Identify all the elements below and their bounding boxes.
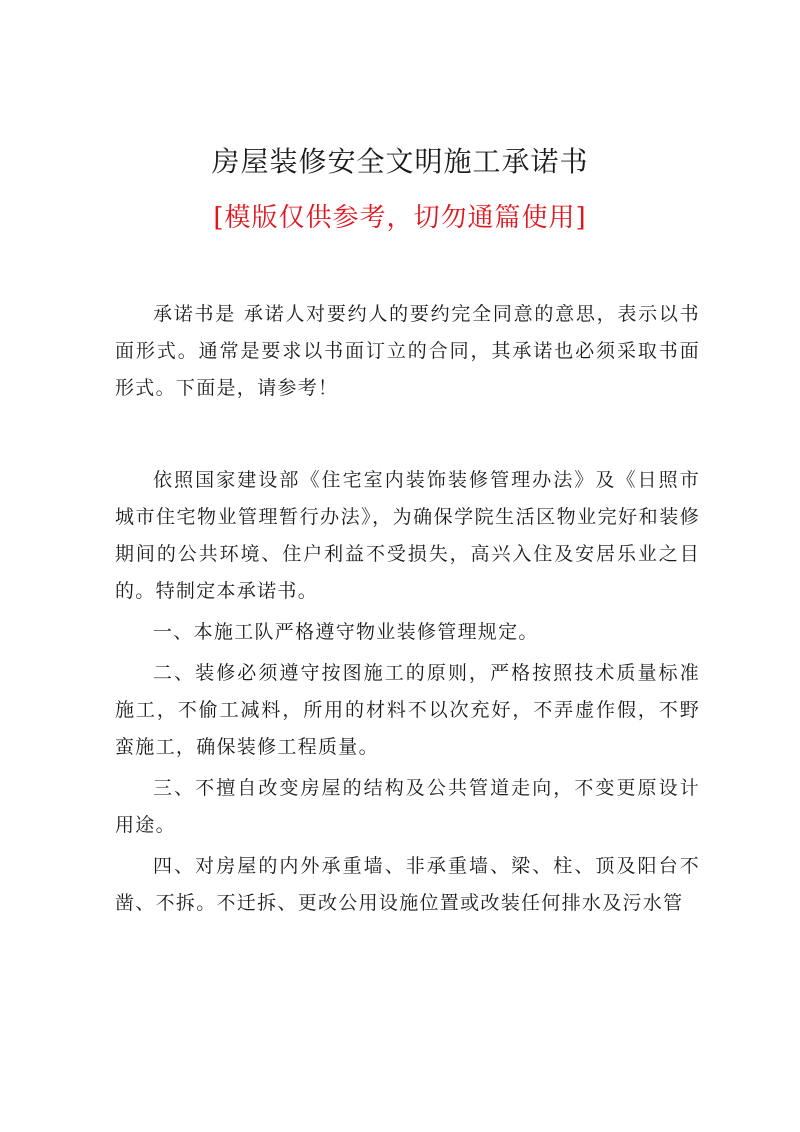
intro-paragraph: 承诺书是 承诺人对要约人的要约完全同意的意思，表示以书面形式。通常是要求以书面订立的合同，其承诺也必须采取书面形式。下面是，请参考！ — [115, 303, 700, 399]
clause-4: 四、对房屋的内外承重墙、非承重墙、梁、柱、顶及阳台不凿、不拆。不迁拆、更改公用设施位置或改装任何排水及污水管 — [115, 855, 700, 914]
template-notice: [模版仅供参考，切勿通篇使用] — [213, 203, 587, 233]
clause-3: 三、不擅自改变房屋的结构及公共管道走向，不变更原设计用途。 — [115, 777, 700, 836]
clause-1: 一、本施工队严格遵守物业装修管理规定。 — [153, 621, 539, 643]
document-body — [115, 296, 700, 926]
document-title: 房屋装修安全文明施工承诺书 — [211, 145, 589, 178]
clause-2: 二、装修必须遵守按图施工的原则，严格按照技术质量标准施工，不偷工减料，所用的材料不以次充好，不弄虚作假，不野蛮施工，确保装修工程质量。 — [115, 662, 700, 758]
basis-paragraph: 依照国家建设部《住宅室内装饰装修管理办法》及《日照市城市住宅物业管理暂行办法》，为确保学院生活区物业完好和装修期间的公共环境、住户利益不受损失，高兴入住及安居乐业之目的。特制定本承诺书。 — [115, 469, 700, 602]
